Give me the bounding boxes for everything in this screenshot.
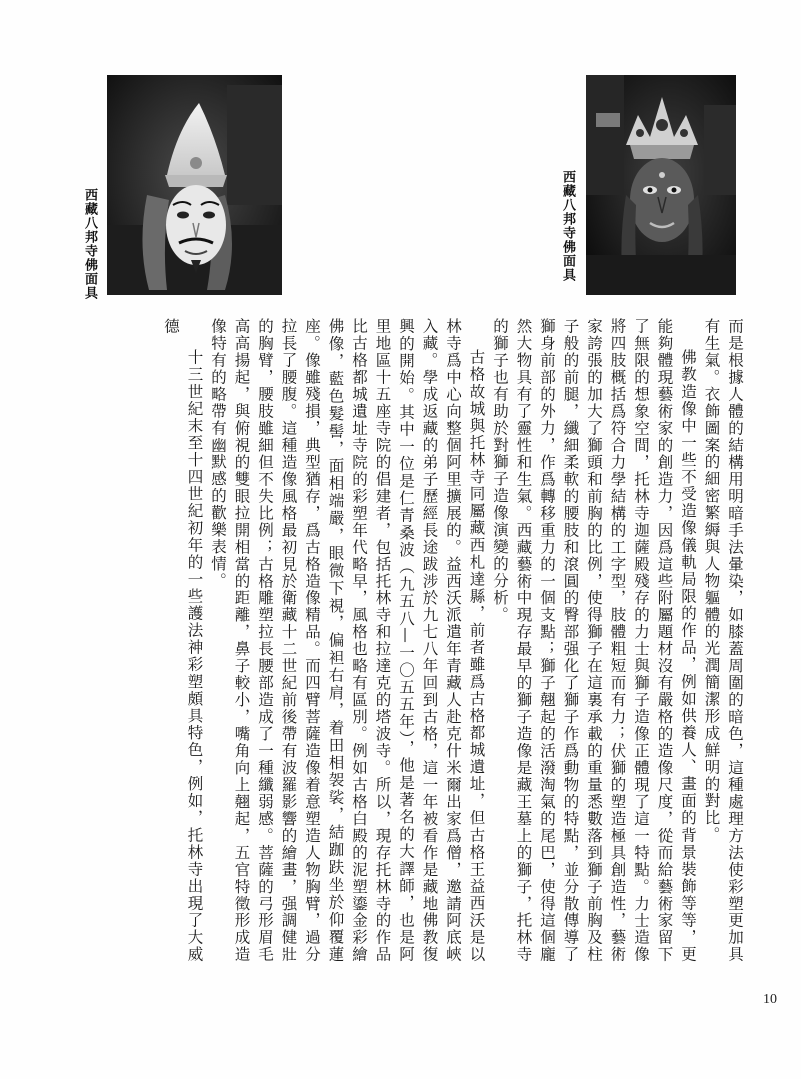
buddha-mask-photo-left: [107, 75, 282, 295]
paragraph-3: 古格故城與托林寺同屬藏西札達縣，前者雖爲古格都城遺址，但古格王益西沃是以林寺爲中心向整個阿里擴展的。益西沃派遣年青藏人赴克什米爾出家爲僧，邀請阿底峽入藏。學成返藏的弟子歷經長途跋涉於九七八年回到古格，這一年被看作是藏地佛教復興的開始。其中一位是仁青桑波（九五八—一〇五五年），他是著名的大譯師，也是阿里地區十五座寺院的倡建者，包括托林寺和拉達克的塔波寺。所以，現存托林寺的作品比古格都城遺址寺院的彩塑年代略早，風格也略有區別。例如古格白殿的泥塑鎏金彩繪佛像，藍色髮髻，面相端嚴，眼微下視，偏袒右肩，着田相袈裟，結跏趺坐於仰覆蓮座。像雖殘損，典型猶存，爲古格造像精品。而四臂菩薩造像着意塑造人物胸臂，過分拉長了腰腹。這種造像風格最初見於衛藏十二世紀前後帶有波羅影響的繪畫，强調健壯的胸臂，腰肢雖細但不失比例；古格雕塑拉長腰部造成了一種纖弱感。菩薩的弓形眉毛高高揚起，與俯視的雙眼拉開相當的距離，鼻子較小，嘴角向上翹起，五官特徵形成造像特有的略帶有幽默感的歡樂表情。: [209, 318, 486, 963]
photo-caption-right: 西藏八邦寺佛面具: [560, 170, 575, 282]
page-number: 10: [763, 992, 777, 1007]
buddha-mask-photo-right: [586, 75, 736, 295]
photo-caption-left: 西藏八邦寺佛面具: [82, 188, 97, 300]
article-body: [80, 318, 746, 963]
paragraph-4: 十三世紀末至十四世紀初年的一些護法神彩塑頗具特色，例如，托林寺出現了大威德: [162, 318, 204, 963]
paragraph-1: 而是根據人體的結構用明暗手法暈染，如膝蓋周圍的暗色，這種處理方法使彩塑更加具有生氣。衣飾圖案的細密繁縟與人物軀體的光潤簡潔形成鮮明的對比。: [702, 318, 744, 963]
paragraph-2: 佛教造像中一些不受造像儀軌局限的作品，例如供養人、畫面的背景裝飾等等，更能夠體現藝術家的創造力，因爲這些附屬題材沒有嚴格的造像尺度，從而給藝術家留下了無限的想象空間，托林寺迦薩殿殘存的力士與獅子造像正體現了這一特點。力士造像將四肢概括爲符合力學結構的工字型，肢體粗短而有力；伏獅的塑造極具創造性，藝術家誇張的加大了獅頭和前胸的比例，使得獅子在這裏承載的重量悉數落到獅子前胸及柱子般的前腿，纖細柔軟的腰肢和滾圓的臀部强化了獅子作爲動物的特點，並分散傳導了獅身前部的外力，作爲轉移重力的一個支點；獅子翹起的活潑淘氣的尾巴，使得這個龐然大物具有了靈性和生氣。西藏藝術中現存最早的獅子造像是藏王墓上的獅子，托林寺的獅子也有助於對獅子造像演變的分析。: [491, 318, 697, 963]
